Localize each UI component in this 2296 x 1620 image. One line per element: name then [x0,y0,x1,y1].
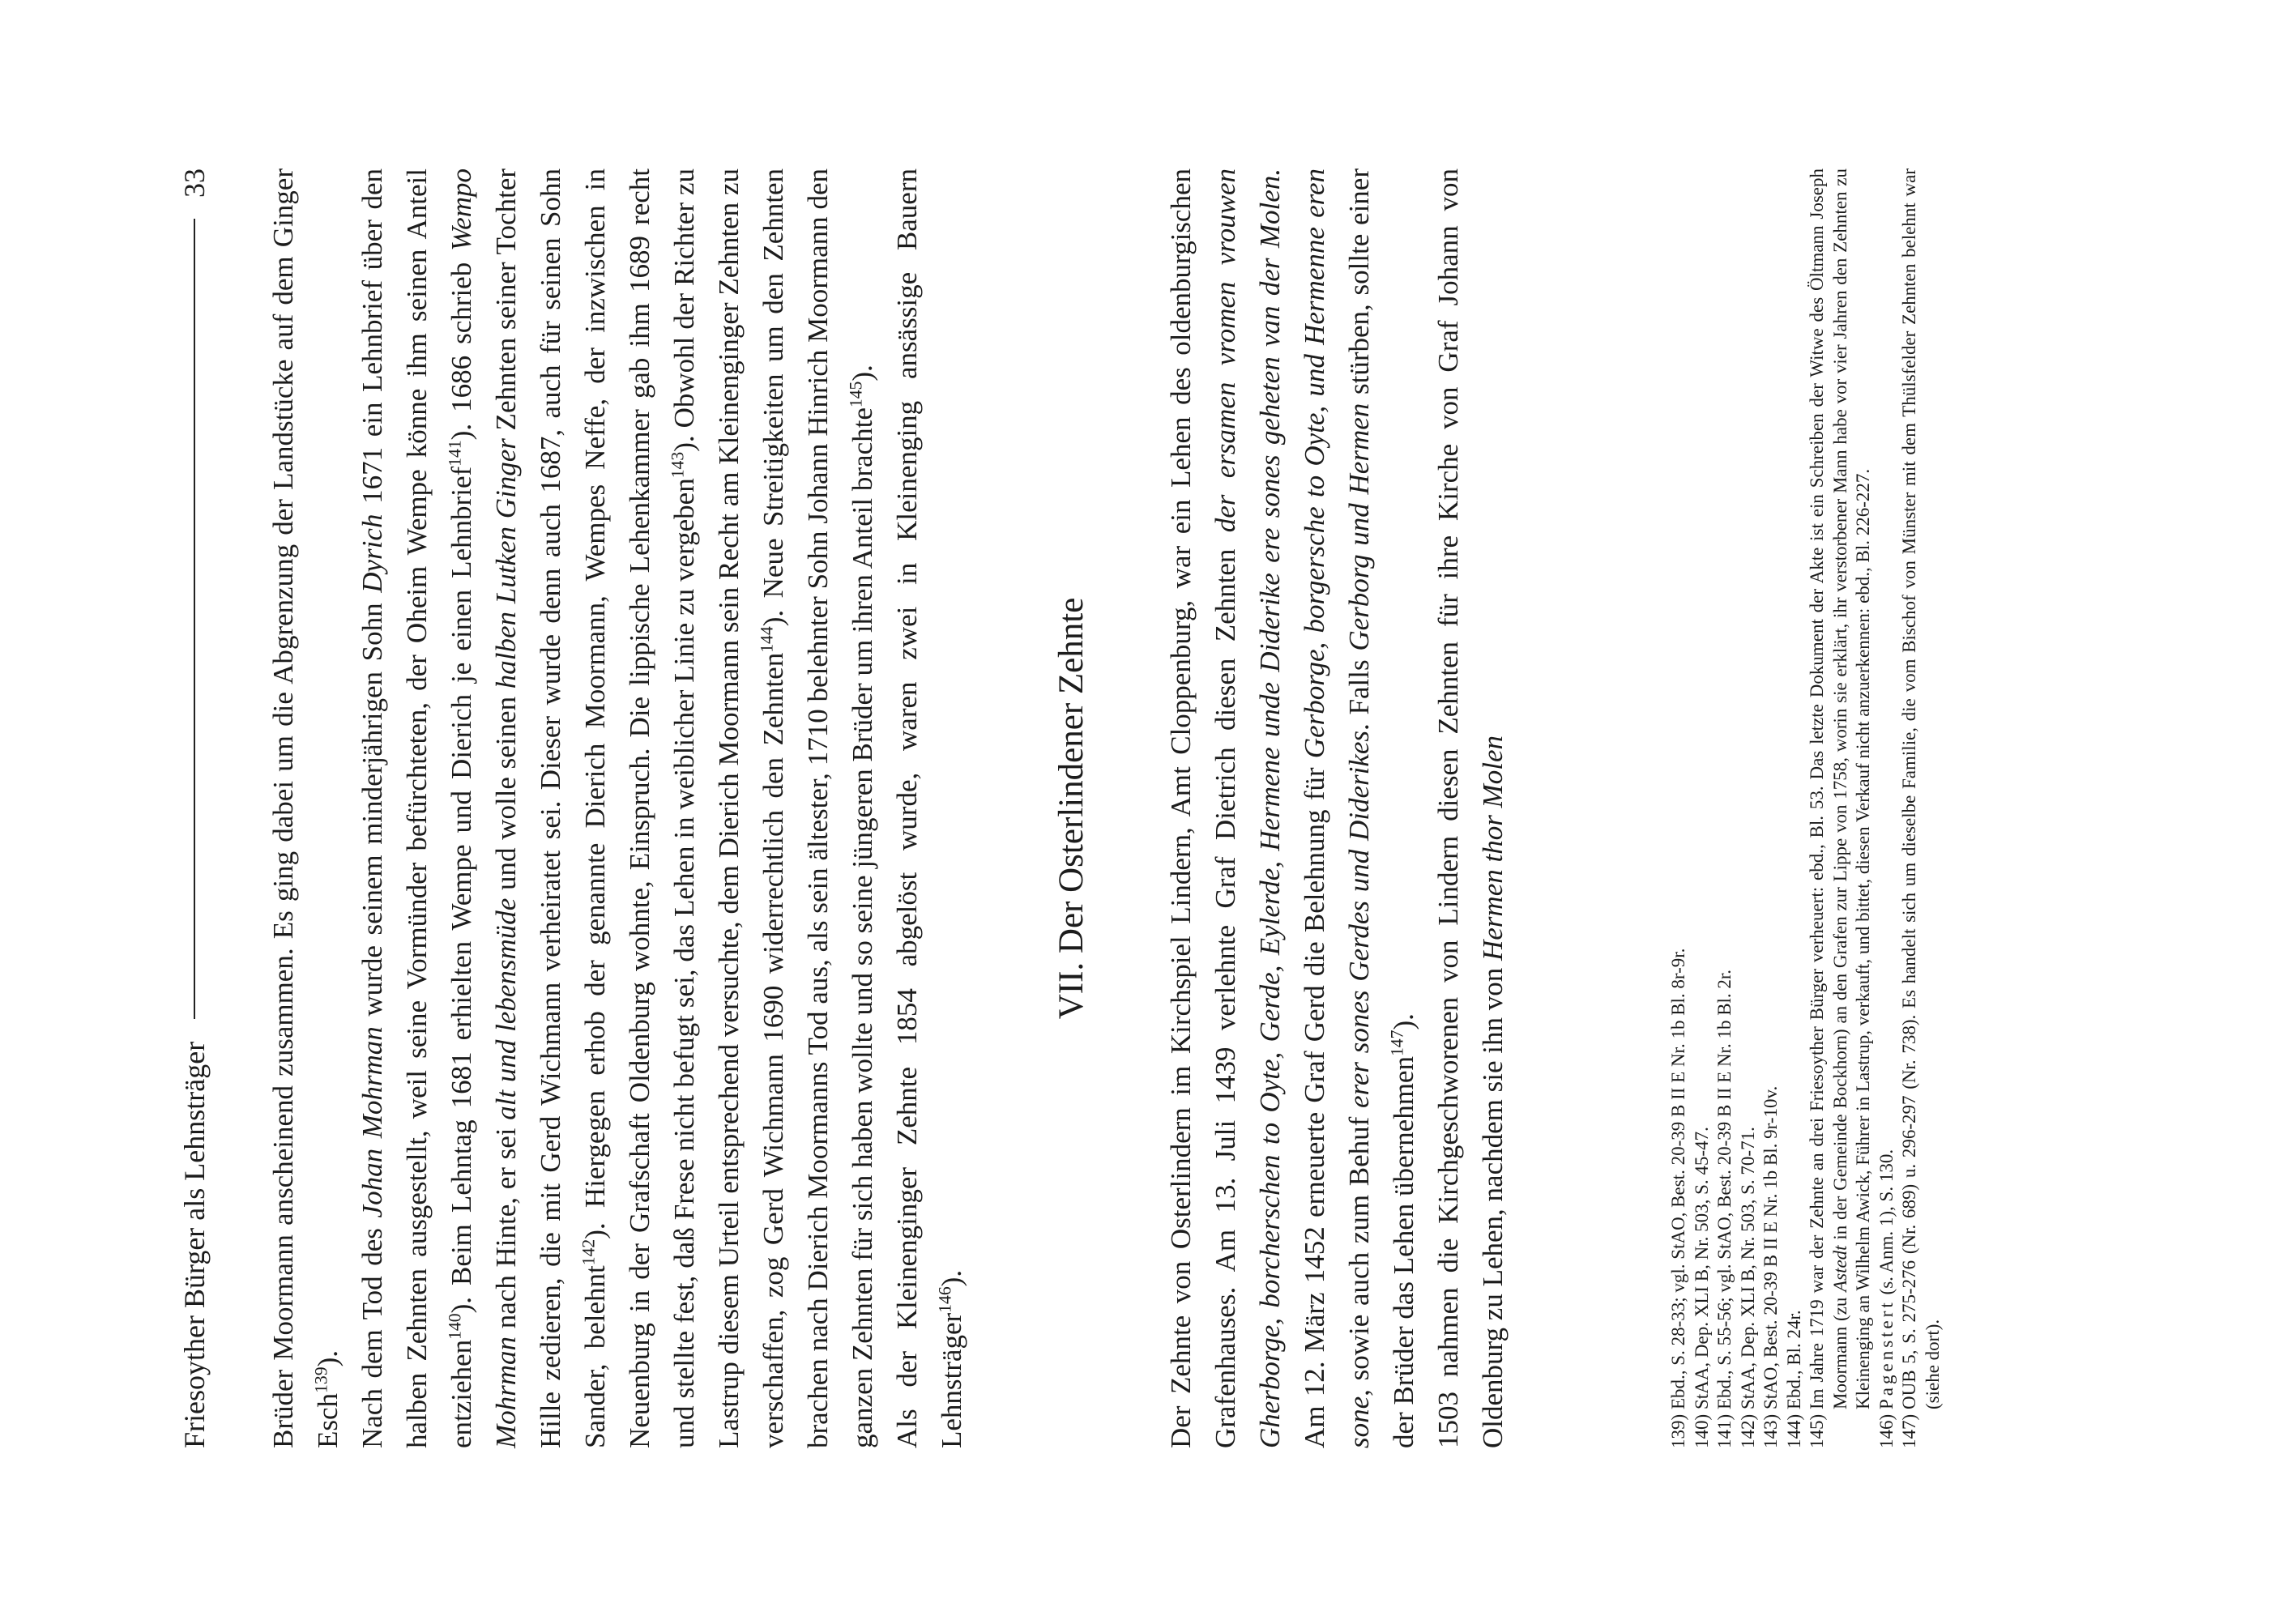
footnote: 143) StAO, Best. 20-39 B II E Nr. 1b Bl. 9r-10v. [1760,1085,1781,1448]
running-title: Friesoyther Bürger als Lehnsträger [178,1041,211,1448]
footnote: 142) StAA, Dep. XLI B, Nr. 503, S. 70-71. [1737,1127,1758,1448]
footnote-ref-142[interactable]: 142 [578,1238,599,1266]
running-header [170,168,219,1448]
footnote: 140) StAA, Dep. XLI B, Nr. 503, S. 45-47. [1691,1127,1712,1448]
footnote: 144) Ebd., Bl. 24r. [1783,1310,1804,1448]
footnote-147: 147) OUB 5, S. 275-276 (Nr. 689) u. 296-297 (Nr. 738). Es handelt sich um dieselbe Familie, die vom Bischof von Münster mit dem Thülsfelder Zehnten belehnt war (siehe dort). [1899,168,1943,1448]
footnote-ref-147[interactable]: 147 [1387,1030,1407,1057]
paragraph-4: Der Zehnte von Osterlindern im Kirchspiel Lindern, Amt Cloppenburg, war ein Lehen des oldenburgischen Grafenhauses. Am 13. Juli 1439 verlehnte Graf Dietrich diesen Zehnten der ersamen vromen vrouwen Gherborge, borcherschen to Oyte, Gerde, Eylerde, Hermene unde Diderike ere sones geheten van der Molen. Am 12. März 1452 erneuerte Graf Gerd die Belehnung für Gerborge, borgersche to Oyte, und Hermenne eren sone, sowie auch zum Behuf erer sones Gerdes und Diderikes. Falls Gerborg und Hermen stürben, sollte einer der Brüder das Lehen übernehmen$^{147}$). [1165,168,1419,1448]
footnotes [1667,168,1944,1448]
footnote-ref-143[interactable]: 143 [668,451,688,479]
paragraph-2: Nach dem Tod des Johan Mohrman wurde seinem minderjährigen Sohn Dyrich 1671 ein Lehnbrief über den halben Zehnten ausgestellt, weil seine Vormünder befürchteten, der Oheim Wempe könne ihm seinen Anteil entziehen$^{140}$). Beim Lehntag 1681 erhielten Wempe und Dierich je einen Lehnbrief$^{141}$). 1686 schrieb Wempo Mohrman nach Hinte, er sei alt und lebensmüde und wolle seinen halben Lutken Ginger Zehnten seiner Tochter Hille zedieren, die mit Gerd Wichmann verheiratet sei. Dieser wurde denn auch 1687, auch für seinen Sohn Sander, belehnt$^{142}$). Hiergegen erhob der genannte Dierich Moormann, Wempes Neffe, der inzwischen in Neuenburg in der Grafschaft Oldenburg wohnte, Einspruch. Die lippische Lehenkammer gab ihm 1689 recht und stellte fest, daß Frese nicht befugt sei, das Lehen in weiblicher Linie zu vergeben$^{143}$). Obwohl der Richter zu Lastrup diesem Urteil entsprechend versuchte, dem Dierich Moormann sein Recht am Kleinenginger Zehnten zu verschaffen, zog Gerd Wichmann 1690 widerrechtlich den Zehnten$^{144}$). Neue Streitigkeiten um den Zehnten brachen nach Dierich Moormanns Tod aus, als sein ältester, 1710 belehnter Sohn Johann Hinrich Moormann den ganzen Zehnten für sich haben wollte und so seine jüngeren Brüder um ihren Anteil brachte$^{145}$). [356,168,878,1448]
footnote-146: 146) Pagenstert (s. Anm. 1), S. 130. [1876,1149,1897,1448]
footnote-ref-146[interactable]: 146 [935,1286,955,1313]
header-rule [194,219,195,1019]
footnote-ref-140[interactable]: 140 [445,1313,465,1340]
section-heading: VII. Der Osterlindener Zehnte [1052,597,1090,1020]
footnote-ref-139[interactable]: 139 [311,1366,331,1393]
footnote-ref-145[interactable]: 145 [846,381,866,408]
footnote-145: 145) Im Jahre 1719 war der Zehnte an drei Friesoyther Bürger verheuert: ebd., Bl. 53. Das letzte Dokument der Akte ist ein Schreiben der Witwe des Öltmann Joseph Moormann (zu Astedt in der Gemeinde Bockhorn) an den Grafen zur Lippe von 1758, worin sie erklärt, ihr verstorbener Mann habe vor vier Jahren den Zehnten zu Kleinenging an Wilhelm Awick, Führer in Lastrup, verkauft, und bittet, diesen Verkauf nicht anzuerkennen: ebd., Bl. 226-227. [1807,168,1873,1448]
main-text [261,168,1944,1448]
paragraph-1: Brüder Moormann anscheinend zusammen. Es ging dabei um die Abgrenzung der Landstücke auf dem Ginger Esch$^{139}$). [267,168,344,1448]
paragraph-5: 1503 nahmen die Kirchgeschworenen von Lindern diesen Zehnten für ihre Kirche von Graf Johann von Oldenburg zu Lehen, nachdem sie ihn von Hermen thor Molen [1432,168,1509,1448]
page-number: 33 [178,168,211,198]
paragraph-3: Als der Kleinenginger Zehnte 1854 abgelöst wurde, waren zwei in Kleinenging ansässige Bauern Lehnsträger$^{146}$). [891,168,967,1448]
footnote-ref-144[interactable]: 144 [757,626,777,653]
footnote: 141) Ebd., S. 55-56; vgl. StAO, Best. 20-39 B II E Nr. 1b Bl. 2r. [1714,969,1735,1448]
footnote-ref-141[interactable]: 141 [445,440,465,467]
footnote: 139) Ebd., S. 28-33; vgl. StAO, Best. 20-39 B II E Nr. 1b Bl. 8r-9r. [1668,948,1688,1448]
